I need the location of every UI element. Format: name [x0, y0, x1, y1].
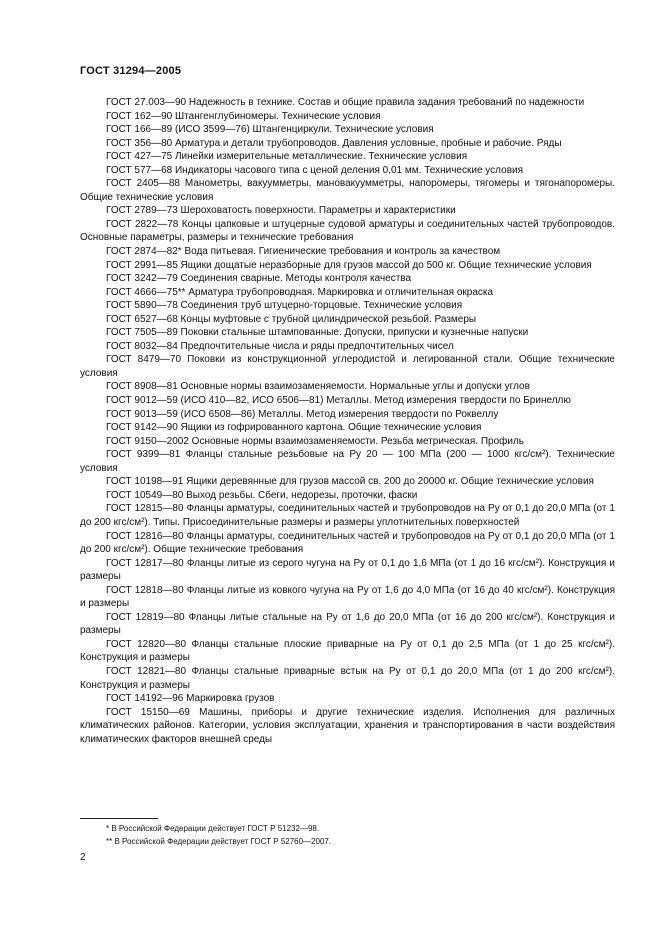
- reference-item: ГОСТ 5890—78 Соединения труб штуцерно-торцовые. Технические условия: [106, 300, 463, 312]
- reference-item: ГОСТ 9012—59 (ИСО 410—82, ИСО 6506—81) Металлы. Метод измерения твердости по Бринеллю: [106, 395, 571, 407]
- reference-item: ГОСТ 577—68 Индикаторы часового типа с ценой деления 0,01 мм. Технические условия: [106, 164, 524, 176]
- reference-item: ГОСТ 166—89 (ИСО 3599—76) Штангенциркули. Технические условия: [106, 124, 434, 136]
- reference-item: ГОСТ 2405—88 Манометры, вакуумметры, мановакуумметры, напоромеры, тягомеры и тягонапоромеры. Общие технические условия: [80, 178, 615, 203]
- reference-item: ГОСТ 12820—80 Фланцы стальные плоские приварные на Pу от 0,1 до 2,5 МПа (от 1 до 25 кгс/см²). Конструкция и размеры: [80, 638, 615, 664]
- reference-item: ГОСТ 9399—81 Фланцы стальные резьбовые на Pу 20 — 100 МПа (200 — 1000 кгс/см²). Технические условия: [80, 449, 615, 474]
- reference-item: ГОСТ 12815—80 Фланцы арматуры, соединительных частей и трубопроводов на Pу от 0,1 до 20,0 МПа (от 1 до 200 кгс/см²). Типы. Присоединительные размеры и размеры уплотнительных поверхностей: [80, 503, 615, 528]
- reference-item: ГОСТ 9150—2002 Основные нормы взаимозаменяемости. Резьба метрическая. Профиль: [106, 435, 524, 447]
- reference-item: ГОСТ 12821—80 Фланцы стальные приварные встык на Pу от 0,1 до 20,0 МПа (от 1 до 200 кгс/см²). Конструкция и размеры: [80, 665, 615, 691]
- reference-item: ГОСТ 2874—82* Вода питьевая. Гигиенические требования и контроль за качеством: [106, 246, 501, 258]
- reference-item: ГОСТ 356—80 Арматура и детали трубопроводов. Давления условные, пробные и рабочие. Ряды: [106, 137, 562, 149]
- reference-item: ГОСТ 9013—59 (ИСО 6508—86) Металлы. Метод измерения твердости по Роквеллу: [106, 408, 499, 420]
- footnotes: [80, 823, 615, 848]
- reference-item: ГОСТ 3242—79 Соединения сварные. Методы контроля качества: [106, 273, 412, 285]
- reference-item: ГОСТ 2991—85 Ящики дощатые неразборные для грузов массой до 500 кг. Общие технические условия: [106, 259, 592, 271]
- reference-item: ГОСТ 7505—89 Поковки стальные штампованные. Допуски, припуски и кузнечные напуски: [106, 327, 529, 339]
- page-header: ГОСТ 31294—2005: [80, 65, 182, 77]
- reference-item: ГОСТ 15150—69 Машины, приборы и другие технические изделия. Исполнения для различных климатических районов. Категории, условия эксплуатации, хранения и транспортирования в части воздействия климатических факторов внешней среды: [80, 706, 615, 745]
- reference-item: ГОСТ 12819—80 Фланцы литые стальные на Pу от 1,6 до 20,0 МПа (от 16 до 200 кгс/см²). Конструкция и размеры: [80, 611, 615, 637]
- footnote-divider: [80, 818, 158, 819]
- reference-item: ГОСТ 12817—80 Фланцы литые из серого чугуна на Pу от 0,1 до 1,6 МПа (от 1 до 16 кгс/см²). Конструкция и размеры: [80, 557, 615, 583]
- footnote-item: * В Российской Федерации действует ГОСТ Р 51232—98.: [106, 824, 320, 833]
- reference-item: ГОСТ 6527—68 Концы муфтовые с трубной цилиндрической резьбой. Размеры: [106, 313, 477, 325]
- reference-item: ГОСТ 12816—80 Фланцы арматуры, соединительных частей и трубопроводов на Pу от 0,1 до 20,0 МПа (от 1 до 200 кгс/см²). Общие технические требования: [80, 530, 615, 556]
- reference-item: ГОСТ 10198—91 Ящики деревянные для грузов массой св. 200 до 20000 кг. Общие технические условия: [106, 476, 594, 488]
- reference-item: ГОСТ 8479—70 Поковки из конструкционной углеродистой и легированной стали. Общие технические условия: [80, 354, 615, 379]
- reference-item: ГОСТ 9142—90 Ящики из гофрированного картона. Общие технические условия: [106, 422, 482, 434]
- reference-item: ГОСТ 2822—78 Концы цапковые и штуцерные судовой арматуры и соединительных частей трубопроводов. Основные параметры, размеры и технические требования: [80, 218, 615, 244]
- footnote-item: ** В Российской Федерации действует ГОСТ Р 52760—2007.: [106, 836, 332, 846]
- reference-item: ГОСТ 4666—75** Арматура трубопроводная. Маркировка и отличительная окраска: [106, 286, 494, 298]
- reference-item: ГОСТ 14192—96 Маркировка грузов: [106, 693, 275, 705]
- reference-item: ГОСТ 8032—84 Предпочтительные числа и ряды предпочтительных чисел: [106, 340, 454, 352]
- reference-item: ГОСТ 2789—73 Шероховатость поверхности. Параметры и характеристики: [106, 205, 456, 217]
- reference-item: ГОСТ 162—90 Штангенглубиномеры. Технические условия: [106, 110, 381, 122]
- reference-item: ГОСТ 27.003—90 Надежность в технике. Состав и общие правила задания требований по надежности: [106, 97, 585, 108]
- page-number: 2: [80, 852, 86, 863]
- normative-references-list: [80, 96, 615, 746]
- reference-item: ГОСТ 12818—80 Фланцы литые из ковкого чугуна на Pу от 1,6 до 4,0 МПа (от 16 до 40 кгс/см²). Конструкция и размеры: [80, 584, 615, 610]
- reference-item: ГОСТ 8908—81 Основные нормы взаимозаменяемости. Нормальные углы и допуски углов: [106, 381, 530, 393]
- reference-item: ГОСТ 10549—80 Выход резьбы. Сбеги, недорезы, проточки, фаски: [106, 489, 418, 501]
- reference-item: ГОСТ 427—75 Линейки измерительные металлические. Технические условия: [106, 151, 468, 163]
